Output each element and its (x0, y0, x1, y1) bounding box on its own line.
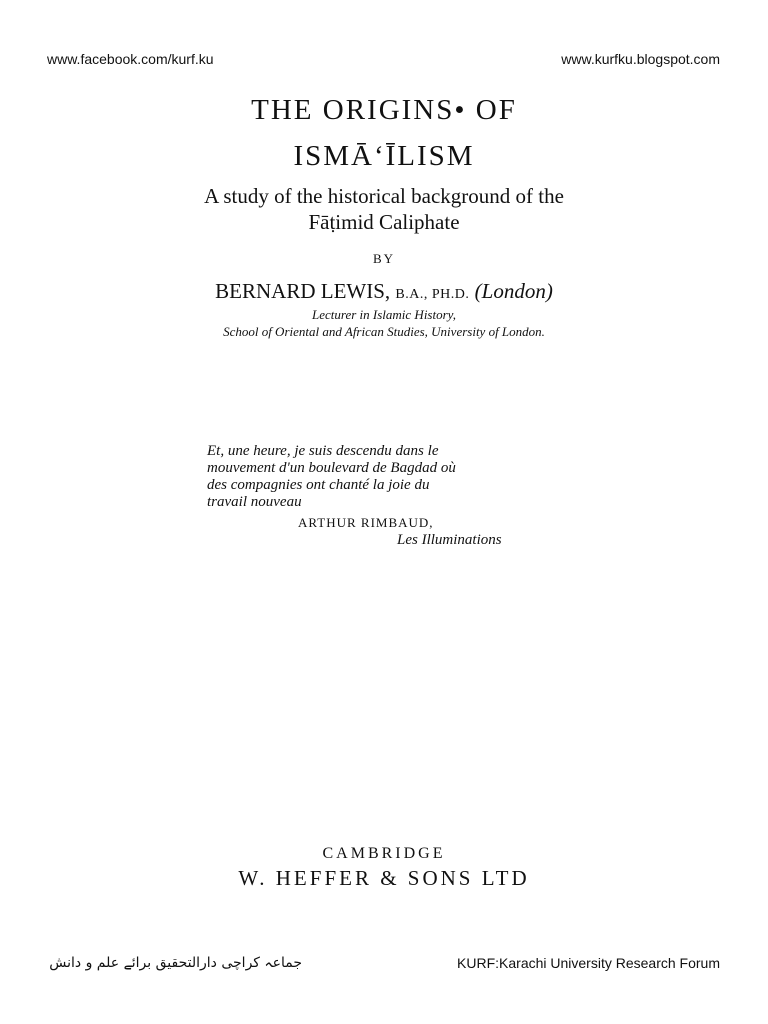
book-title-line-2: ISMĀ‘ĪLISM (293, 140, 475, 172)
author-institution: School of Oriental and African Studies, University of London. (223, 324, 545, 339)
author-line (0, 279, 768, 304)
epigraph-attribution: ARTHUR RIMBAUD, (298, 515, 434, 530)
epigraph-line: mouvement d'un boulevard de Bagdad où (207, 460, 456, 476)
author-position: Lecturer in Islamic History, (312, 307, 456, 322)
author-name: BERNARD LEWIS, (215, 279, 391, 303)
epigraph-line: des compagnies ont chanté la joie du (207, 477, 430, 493)
subtitle-line-1: A study of the historical background of the (204, 184, 564, 208)
epigraph-line: Et, une heure, je suis descendu dans le (207, 443, 439, 459)
epigraph-work: Les Illuminations (397, 532, 502, 548)
footer-urdu-text: جماعہ کراچی دارالتحقیق برائے علم و دانش (49, 955, 302, 971)
blog-link: www.kurfku.blogspot.com (561, 51, 720, 67)
subtitle-line-2: Fāṭimid Caliphate (308, 210, 460, 234)
publisher-city: CAMBRIDGE (322, 845, 446, 862)
epigraph-line: travail nouveau (207, 494, 302, 510)
footer-kurf-text: KURF:Karachi University Research Forum (457, 955, 720, 971)
publisher-name: W. HEFFER & SONS LTD (238, 866, 530, 890)
facebook-link: www.facebook.com/kurf.ku (47, 51, 214, 67)
author-location: (London) (474, 279, 553, 303)
author-degrees: B.A., PH.D. (395, 287, 470, 302)
book-title-line-1: THE ORIGINS• OF (251, 94, 517, 126)
byline: BY (372, 251, 396, 266)
